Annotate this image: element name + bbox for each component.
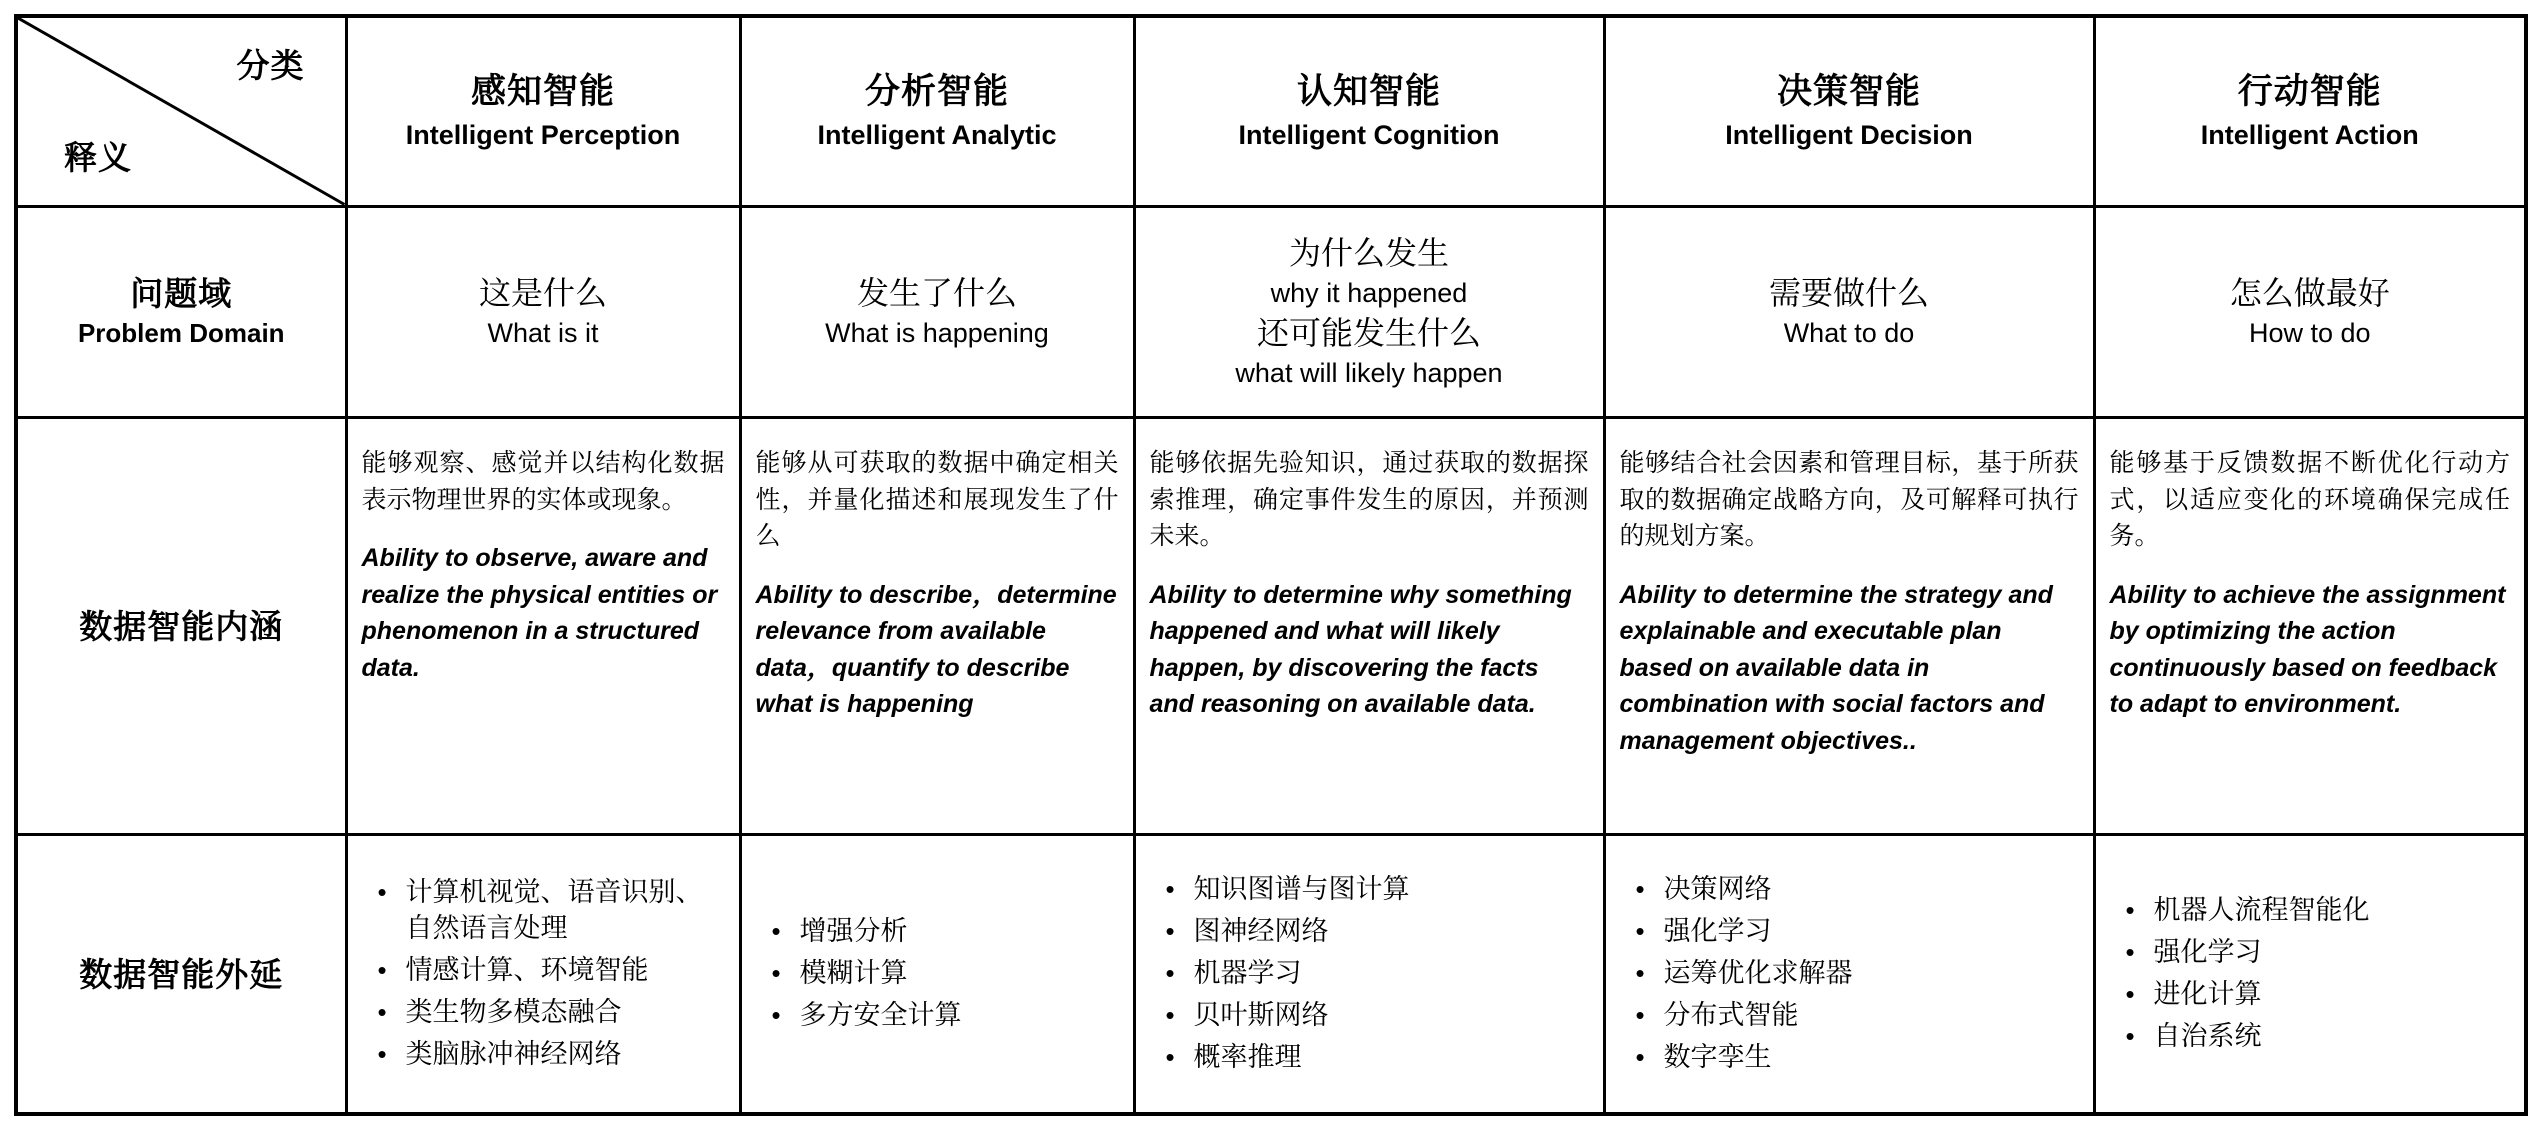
cell-text-cn: 发生了什么 [856,275,1017,312]
cell-connotation-analytic [740,418,1134,835]
cell-problem-domain-perception [346,206,740,418]
column-header-en: Intelligent Cognition [1238,119,1500,150]
list-item: • 图神经网络 [1180,914,1589,950]
column-header-action [2094,16,2526,206]
column-header-cn: 行动智能 [2237,71,2382,111]
cell-connotation-cognition [1134,418,1604,835]
cell-text-en: Ability to determine why something happened and what will likely happen, by discovering the facts and reasoning on available data. [1149,580,1572,719]
list-item: • 机器学习 [1180,956,1589,992]
row-header-extension [16,835,346,1114]
list-item: • 计算机视觉、语音识别、 自然语言处理 [392,875,725,947]
list-item: • 强化学习 [1650,914,2079,950]
bullet-list [756,914,1119,1034]
bullet-list [1150,872,1589,1076]
column-header-cn: 认知智能 [1296,71,1441,111]
column-header-cognition [1134,16,1604,206]
list-item: • 类生物多模态融合 [392,995,725,1031]
cell-text-en-2: what will likely happen [1235,358,1503,389]
column-header-en: Intelligent Analytic [817,119,1057,150]
cell-text-en: why it happened [1270,278,1468,309]
list-item: • 分布式智能 [1650,998,2079,1034]
cell-text-en: Ability to observe, aware and realize the physical entities or phenomenon in a structured data. [361,544,718,682]
list-item: • 自治系统 [2140,1019,2511,1055]
cell-text-en: What to do [1783,318,1915,349]
list-item: • 情感计算、环境智能 [392,953,725,989]
table-row [16,418,2526,835]
bullet-list [362,875,725,1073]
cell-connotation-action [2094,418,2526,835]
column-header-en: Intelligent Action [2200,119,2419,150]
cell-extension-decision [1604,835,2094,1114]
list-item: • 强化学习 [2140,935,2511,971]
list-item: • 增强分析 [786,914,1119,950]
cell-text-cn: 能够结合社会因素和管理目标，基于所获取的数据确定战略方向，及可解释可执行的规划方案。 [1619,449,2079,551]
row-header-cn: 数据智能内涵 [79,607,284,645]
cell-text-cn: 怎么做最好 [2229,275,2390,312]
list-item: • 多方安全计算 [786,998,1119,1034]
list-item: • 概率推理 [1180,1040,1589,1076]
column-header-analytic [740,16,1134,206]
column-header-en: Intelligent Perception [405,119,681,150]
column-header-decision [1604,16,2094,206]
intelligence-taxonomy-table [14,14,2528,1116]
column-header-en: Intelligent Decision [1725,119,1973,150]
cell-text-cn: 能够从可获取的数据中确定相关性，并量化描述和展现发生了什么 [755,449,1119,551]
list-item: • 决策网络 [1650,872,2079,908]
cell-problem-domain-decision [1604,206,2094,418]
corner-header-cell [16,16,346,206]
cell-extension-action [2094,835,2526,1114]
cell-text-cn: 能够依据先验知识，通过获取的数据探索推理，确定事件发生的原因，并预测未来。 [1149,449,1589,551]
cell-text-en: Ability to achieve the assignment by optimizing the action continuously based on feedback to adapt to environment. [2109,580,2506,719]
cell-text-en: Ability to describe，determine relevance from available data，quantify to describe what is happening [755,580,1117,719]
column-header-perception [346,16,740,206]
cell-text-cn: 需要做什么 [1768,275,1929,312]
list-item: • 模糊计算 [786,956,1119,992]
cell-text-en: Ability to determine the strategy and explainable and executable plan based on available data in combination with social factors and management objectives.. [1619,580,2053,755]
list-item: • 数字孪生 [1650,1040,2079,1076]
list-item: • 贝叶斯网络 [1180,998,1589,1034]
bullet-list [1620,872,2079,1076]
cell-text-en: What is it [487,318,599,349]
cell-problem-domain-analytic [740,206,1134,418]
column-header-cn: 分析智能 [864,71,1009,111]
column-header-cn: 感知智能 [470,71,615,111]
list-item: • 类脑脉冲神经网络 [392,1037,725,1073]
cell-problem-domain-cognition [1134,206,1604,418]
table-header-row [16,16,2526,206]
cell-text-en: What is happening [825,318,1049,349]
bullet-list [2110,893,2511,1055]
corner-definition-label: 释义 [64,138,132,176]
cell-connotation-perception [346,418,740,835]
cell-extension-perception [346,835,740,1114]
row-header-cn: 数据智能外延 [79,955,284,993]
cell-text-cn: 这是什么 [478,275,607,312]
row-header-cn: 问题域 [130,274,233,312]
table-row [16,835,2526,1114]
list-item: • 知识图谱与图计算 [1180,872,1589,908]
row-header-problem-domain [16,206,346,418]
cell-extension-analytic [740,835,1134,1114]
row-header-connotation [16,418,346,835]
corner-category-label: 分类 [236,47,305,84]
column-header-cn: 决策智能 [1776,71,1921,111]
cell-problem-domain-action [2094,206,2526,418]
row-header-en: Problem Domain [77,318,285,349]
list-item: • 进化计算 [2140,977,2511,1013]
table-row [16,206,2526,418]
cell-extension-cognition [1134,835,1604,1114]
cell-text-cn: 能够观察、感觉并以结构化数据表示物理世界的实体或现象。 [361,449,725,514]
cell-text-cn: 能够基于反馈数据不断优化行动方式，以适应变化的环境确保完成任务。 [2109,449,2510,551]
cell-connotation-decision [1604,418,2094,835]
list-item: • 运筹优化求解器 [1650,956,2079,992]
cell-text-cn-2: 还可能发生什么 [1256,314,1481,351]
list-item: • 机器人流程智能化 [2140,893,2511,929]
cell-text-en: How to do [2248,318,2371,349]
cell-text-cn: 为什么发生 [1288,235,1449,272]
